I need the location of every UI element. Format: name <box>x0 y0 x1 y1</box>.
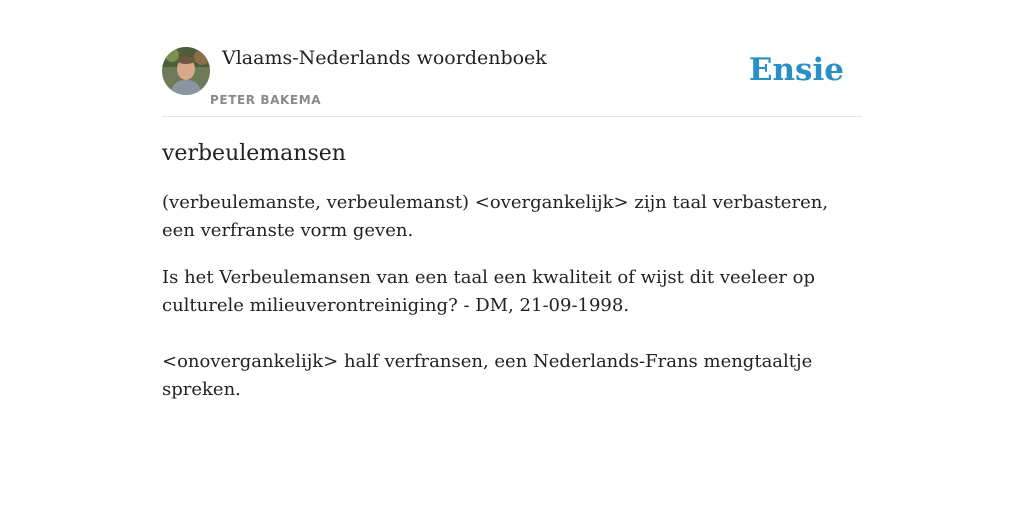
definition: (verbeulemanste, verbeulemanst) <overgankelijk> zijn taal verbasteren, een verfranste vorm geven. <box>162 192 829 241</box>
example-quote: Is het Verbeulemansen van een taal een kwaliteit of wijst dit veeleer op culturele milieuverontreiniging? - DM, 21-09-1998. <box>162 267 816 316</box>
entry-content <box>162 138 862 423</box>
header <box>162 46 862 117</box>
dictionary-title[interactable]: Vlaams-Nederlands woordenboek <box>222 47 547 69</box>
brand-logo[interactable]: Ensie <box>748 52 844 88</box>
second-definition: <onovergankelijk> half verfransen, een Nederlands-Frans mengtaaltje spreken. <box>162 351 813 400</box>
headword: verbeulemansen <box>162 141 346 166</box>
spacer <box>162 339 862 348</box>
avatar-image <box>162 47 210 95</box>
avatar[interactable] <box>162 47 210 95</box>
author-name[interactable]: PETER BAKEMA <box>210 93 322 107</box>
